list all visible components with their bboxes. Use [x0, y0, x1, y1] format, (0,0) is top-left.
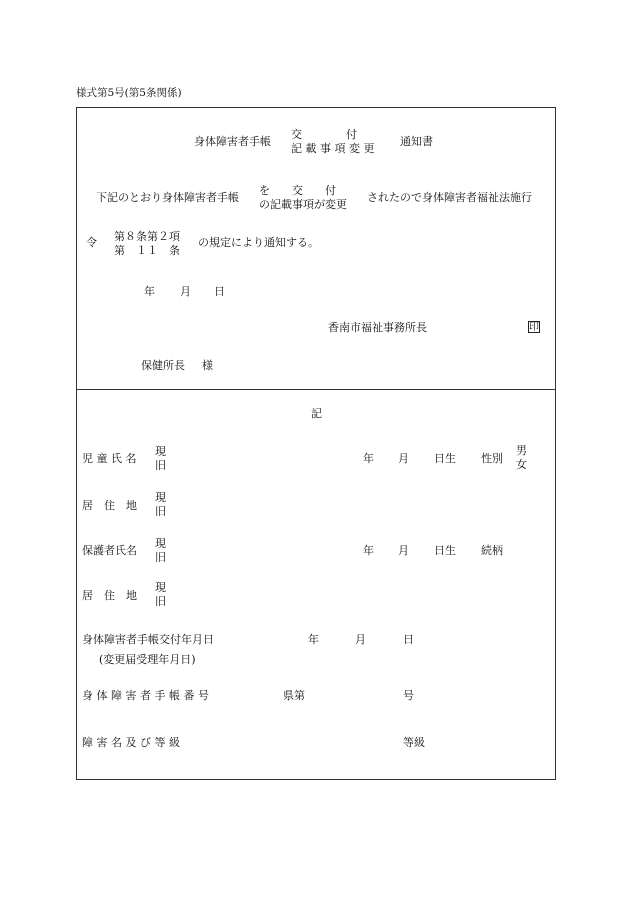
guardian-name-former: 旧 [155, 551, 166, 564]
child-birth-year: 年 [363, 452, 374, 465]
law-option-article11: 第 １１ 条 [114, 244, 180, 257]
section-divider [77, 389, 555, 390]
disability-label: 障 害 名 及 び 等 級 [82, 736, 180, 749]
child-birth-month: 月 [398, 452, 409, 465]
child-name-current: 現 [155, 445, 166, 458]
law-options [114, 230, 180, 258]
date-year: 年 [144, 285, 155, 298]
guardian-relation-label: 続柄 [481, 544, 503, 557]
title-suffix: 通知書 [400, 135, 433, 148]
section-heading: 記 [311, 407, 322, 420]
form-label: 様式第5号(第5条関係) [76, 87, 182, 99]
guardian-name-current: 現 [155, 537, 166, 550]
guardian-birth-day: 日生 [434, 544, 456, 557]
guardian-birth-month: 月 [398, 544, 409, 557]
title-option-change: 記 載 事 項 変 更 [291, 142, 375, 155]
title-options [291, 128, 374, 156]
intro-lead: 下記のとおり身体障害者手帳 [96, 191, 239, 204]
intro-option-issue: を 交 付 [259, 184, 336, 197]
title-option-issue: 交 付 [291, 128, 357, 141]
child-sex-label: 性別 [481, 452, 503, 465]
seal-mark: 印 [529, 322, 539, 333]
child-sex-male: 男 [516, 444, 527, 457]
intro-options [259, 184, 347, 212]
notice-form [76, 107, 556, 780]
handbook-number-suffix: 号 [403, 689, 414, 702]
guardian-birth-year: 年 [363, 544, 374, 557]
child-sex-options [516, 444, 527, 472]
guardian-name-current-former [155, 537, 166, 565]
intro-option-change: の記載事項が変更 [259, 198, 347, 211]
child-name-current-former [155, 445, 166, 473]
handbook-number-prefix: 県第 [283, 689, 305, 702]
child-birth-day: 日生 [434, 452, 456, 465]
child-address-former: 旧 [155, 505, 166, 518]
child-name-former: 旧 [155, 459, 166, 472]
date-day: 日 [214, 285, 225, 298]
law-suffix: の規定により通知する。 [198, 236, 319, 249]
title-prefix: 身体障害者手帳 [194, 135, 271, 148]
guardian-address-former: 旧 [155, 595, 166, 608]
child-name-label: 児 童 氏 名 [82, 452, 137, 465]
law-prefix: 令 [86, 236, 97, 249]
issuer-name: 香南市福祉事務所長 [328, 321, 427, 334]
guardian-address-current-former [155, 581, 166, 609]
guardian-address-label: 居 住 地 [82, 589, 137, 602]
handbook-number-label: 身 体 障 害 者 手 帳 番 号 [82, 689, 209, 702]
issue-date-label: 身体障害者手帳交付年月日 [82, 633, 214, 646]
issue-date-month: 月 [355, 633, 366, 646]
disability-grade: 等級 [403, 736, 425, 749]
child-address-label: 居 住 地 [82, 499, 137, 512]
issue-date-year: 年 [308, 633, 319, 646]
addressee-honorific: 様 [202, 359, 213, 372]
issue-date-sublabel: (変更届受理年月日) [99, 653, 196, 666]
guardian-name-label: 保護者氏名 [82, 544, 137, 557]
law-option-article8: 第８条第２項 [114, 230, 180, 243]
guardian-address-current: 現 [155, 581, 166, 594]
child-address-current-former [155, 491, 166, 519]
intro-tail: されたので身体障害者福祉法施行 [367, 191, 532, 204]
date-month: 月 [180, 285, 191, 298]
addressee-title: 保健所長 [141, 359, 185, 372]
child-sex-female: 女 [516, 458, 527, 471]
issue-date-day: 日 [403, 633, 414, 646]
child-address-current: 現 [155, 491, 166, 504]
